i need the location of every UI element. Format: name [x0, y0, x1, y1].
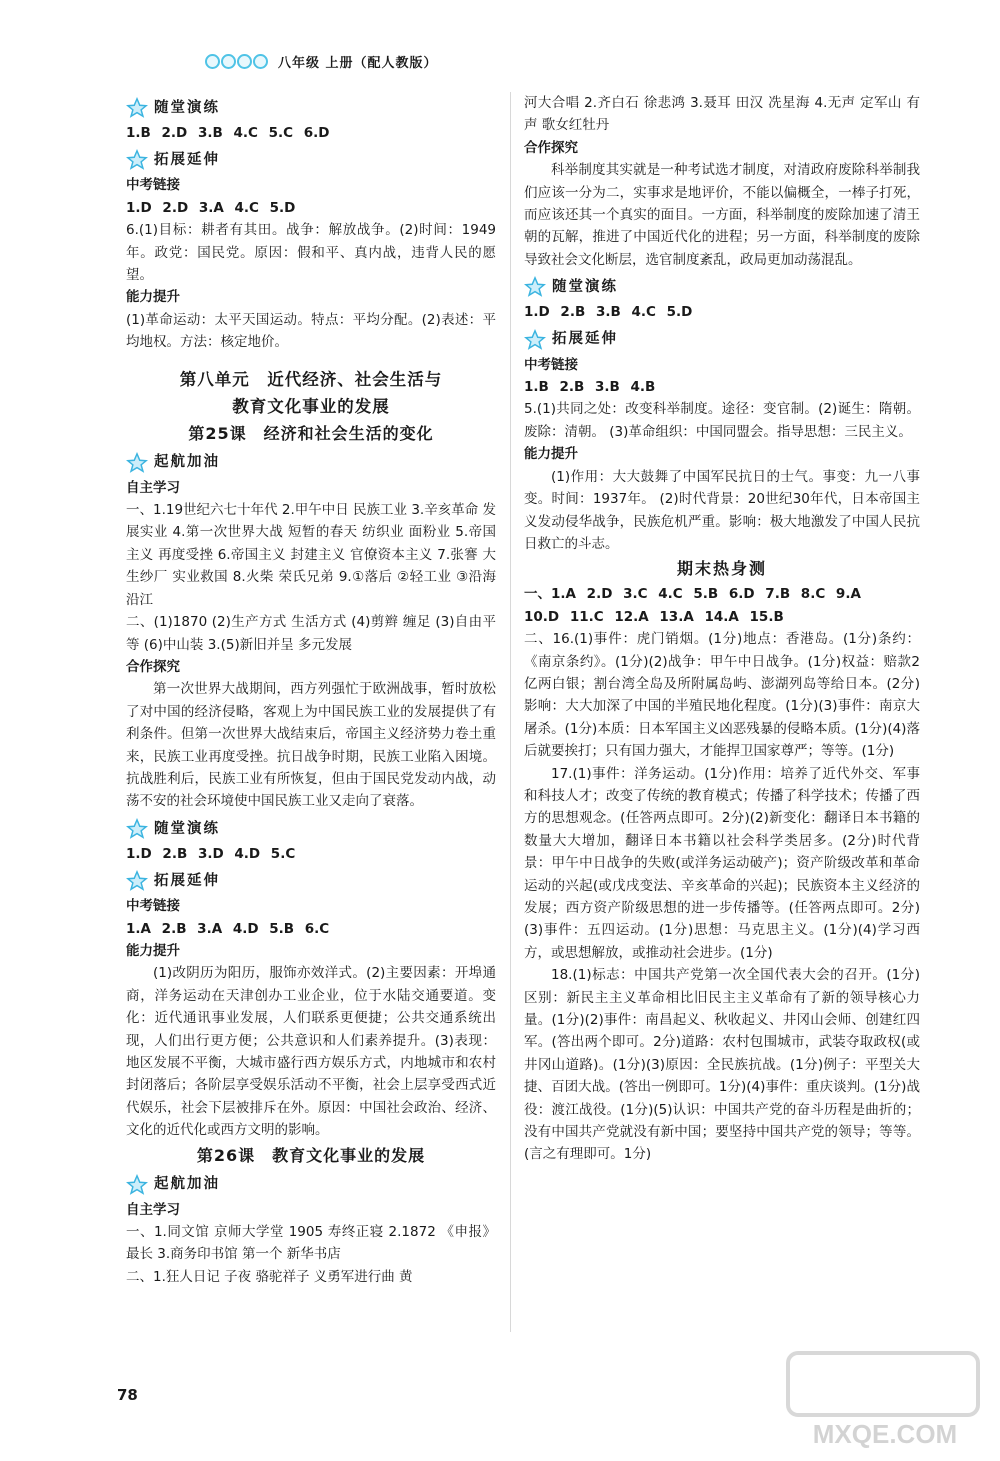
subheading: 能力提升 [126, 289, 180, 306]
subheading: 中考链接 [126, 898, 180, 915]
subheading: 自主学习 [126, 1201, 180, 1218]
star-icon [524, 276, 546, 298]
star-icon [524, 329, 546, 351]
section-heading: 起航加油 [126, 1171, 496, 1199]
answers-line: 1.B 2.B 3.B 4.B [524, 379, 656, 396]
answer-paragraph: 科举制度其实就是一种考试选才制度，对清政府废除科举制我们应该一分为二，实事求是地评价，不能以偏概全，一棒子打死，而应该还其一个真实的面目。一方面，科举制度的废除加速了清王朝的瓦解，推进了中国近代化的进程；另一方面，科举制度的废除导致社会文化断层，选官制度紊乱，政局更加动荡混乱。 [524, 162, 920, 268]
answer-paragraph: 河大合唱 2.齐白石 徐悲鸿 3.聂耳 田汉 冼星海 4.无声 定军山 有声 歌女红牡丹 [524, 95, 920, 134]
answer-paragraph: 17.(1)事件：洋务运动。(1分)作用：培养了近代外交、军事和科技人才；改变了传统的教育模式；传播了科学技术；传播了西方的思想观念。(任答两点即可。2分)(2)新变化：翻译日本书籍的数量大大增加，翻译日本书籍以社会科学类居多。(2分)时代背景：甲午中日战争的失败(或洋务运动破产)；资产阶级改革和革命运动的兴起(或戊戌变法、辛亥革命的兴起)；民族资本主义经济的发展；西方资产阶级思想的进一步传播等。(任答两点即可。2分)(3)事件：五四运动。(1分)思想：马克思主义。(1分)(4)学习西方，或思想解放，或推动社会进步。(1分) [524, 765, 920, 961]
subheading: 中考链接 [126, 177, 180, 194]
star-icon [126, 818, 148, 840]
section-heading: 拓展延伸 [524, 326, 920, 354]
answer-paragraph: (1)改阴历为阳历，服饰亦效洋式。(2)主要因素：开埠通商，洋务运动在天津创办工业企业，位于水陆交通要道。变化：近代通讯事业发展，人们联系更便捷；公共交通系统出现，人们出行更方便；公共意识和人们素养提升。(3)表现：地区发展不平衡，大城市盛行西方娱乐方式，内地城市和农村封闭落后；各阶层享受娱乐活动不平衡，社会上层享受西式近代娱乐，社会下层被排斥在外。原因：中国社会政治、经济、文化的近代化或西方文明的影响。 [126, 965, 496, 1139]
unit-title: 第八单元 近代经济、社会生活与 [179, 369, 443, 389]
section-heading: 随堂演练 [126, 94, 496, 122]
subheading: 能力提升 [524, 446, 578, 463]
section-heading: 随堂演练 [524, 273, 920, 301]
answers-line: 一、1.A 2.D 3.C 4.C 5.B 6.D 7.B 8.C 9.A [524, 586, 861, 603]
header-title: 八年级 上册（配人教版） [278, 55, 438, 71]
unit-title: 教育文化事业的发展 [232, 396, 390, 416]
subheading: 中考链接 [524, 356, 578, 373]
left-column [126, 92, 496, 1288]
circle-icon [221, 54, 236, 69]
star-icon [126, 97, 148, 119]
answer-paragraph: 6.(1)目标：耕者有其田。战争：解放战争。(2)时间：1949年。政党：国民党。原因：假和平、真内战，违背人民的愿望。 [126, 222, 496, 284]
answer-paragraph: 5.(1)共同之处：改变科举制度。途径：变官制。(2)诞生：隋朝。废除：清朝。 (3)革命组织：中国同盟会。指导思想：三民主义。 [524, 401, 920, 440]
subheading: 能力提升 [126, 942, 180, 959]
answer-paragraph: 二、(1)1870 (2)生产方式 生活方式 (4)剪辫 缠足 (3)自由平等 (6)中山装 3.(5)新旧并呈 多元发展 [126, 614, 496, 653]
lesson-title: 第25课 经济和社会生活的变化 [188, 423, 434, 443]
subheading: 合作探究 [126, 658, 180, 675]
exam-title: 期末热身测 [676, 559, 767, 579]
watermark-text: MXQE.COM [812, 1419, 958, 1449]
lesson-title: 第26课 教育文化事业的发展 [196, 1145, 426, 1165]
answers-line: 1.D 2.D 3.A 4.C 5.D [126, 199, 296, 216]
section-heading: 拓展延伸 [126, 146, 496, 174]
answers-line: 1.B 2.D 3.B 4.C 5.C 6.D [126, 125, 330, 141]
subheading: 自主学习 [126, 479, 180, 496]
star-icon [126, 1174, 148, 1196]
section-heading: 起航加油 [126, 449, 496, 477]
star-icon [126, 452, 148, 474]
section-heading: 随堂演练 [126, 815, 496, 843]
answer-paragraph: 第一次世界大战期间，西方列强忙于欧洲战事，暂时放松了对中国的经济侵略，客观上为中国民族工业的发展提供了有利条件。但第一次世界大战结束后，帝国主义经济势力卷土重来，民族工业再度受挫。抗日战争时期，民族工业陷入困境。抗战胜利后，民族工业有所恢复，但由于国民党发动内战，动荡不安的社会环境使中国民族工业又走向了衰落。 [126, 681, 496, 810]
answer-paragraph: (1)作用：大大鼓舞了中国军民抗日的士气。事变：九一八事变。时间：1937年。 (2)时代背景：20世纪30年代，日本帝国主义发动侵华战争，民族危机严重。影响：极大地激发了中国人民抗日救亡的斗志。 [524, 468, 920, 552]
right-column [524, 92, 920, 1166]
answer-paragraph: 18.(1)标志：中国共产党第一次全国代表大会的召开。(1分)区别：新民主主义革命相比旧民主主义革命有了新的领导核心力量。(1分)(2)事件：南昌起义、秋收起义、井冈山会师、创建红四军。(答出两个即可。2分)道路：农村包围城市，武装夺取政权(或井冈山道路)。(1分)(3)原因：全民族抗战。(1分)例子：平型关大捷、百团大战。(答出一例即可。1分)(4)事件：重庆谈判。(1分)战役：渡江战役。(1分)(5)认识：中国共产党的奋斗历程是曲折的；没有中国共产党就没有新中国；要坚持中国共产党的领导；等等。(言之有理即可。1分) [524, 967, 920, 1163]
answer-paragraph: 二、16.(1)事件：虎门销烟。(1分)地点：香港岛。(1分)条约：《南京条约》。(1分)(2)战争：甲午中日战争。(1分)权益：赔款2亿两白银；割台湾全岛及所附属岛屿、澎湖列岛等给日本。(2分)影响：大大加深了中国的半殖民地化程度。(1分)(3)事件：南京大屠杀。(1分)本质：日本军国主义凶恶残暴的侵略本质。(1分)(4)落后就要挨打；只有国力强大，才能捍卫国家尊严；等等。(1分) [524, 631, 920, 760]
star-icon [126, 149, 148, 171]
circle-icon [237, 54, 252, 69]
answer-paragraph: 二、1.狂人日记 子夜 骆驼祥子 义勇军进行曲 黄 [126, 1268, 413, 1285]
page-header [205, 48, 438, 74]
answer-paragraph: (1)革命运动：太平天国运动。特点：平均分配。(2)表述：平均地权。方法：核定地价。 [126, 311, 496, 351]
circle-icon [205, 54, 220, 69]
answers-line: 1.D 2.B 3.B 4.C 5.D [524, 304, 693, 321]
answer-paragraph: 一、1.同文馆 京师大学堂 1905 寿终正寝 2.1872 《申报》 最长 3.商务印书馆 第一个 新华书店 [126, 1224, 496, 1263]
page-number: 78 [117, 1386, 138, 1404]
answers-line: 1.D 2.B 3.D 4.D 5.C [126, 845, 296, 862]
watermark-logo [780, 1345, 990, 1455]
star-icon [126, 870, 148, 892]
header-logo-dots [205, 54, 268, 69]
section-heading: 拓展延伸 [126, 867, 496, 895]
answers-line: 10.D 11.C 12.A 13.A 14.A 15.B [524, 608, 784, 625]
column-divider [510, 92, 511, 1332]
answers-line: 1.A 2.B 3.A 4.D 5.B 6.C [126, 920, 330, 937]
circle-icon [253, 54, 268, 69]
subheading: 合作探究 [524, 139, 578, 156]
answer-paragraph: 一、1.19世纪六七十年代 2.甲午中日 民族工业 3.辛亥革命 发展实业 4.第一次世界大战 短暂的春天 纺织业 面粉业 5.帝国主义 再度受挫 6.帝国主义 封建主义 官僚资本主义 7.张謇 大生纱厂 实业救国 8.火柴 荣氏兄弟 9.①落后 ②轻工业 ③沿海沿江 [126, 502, 496, 608]
